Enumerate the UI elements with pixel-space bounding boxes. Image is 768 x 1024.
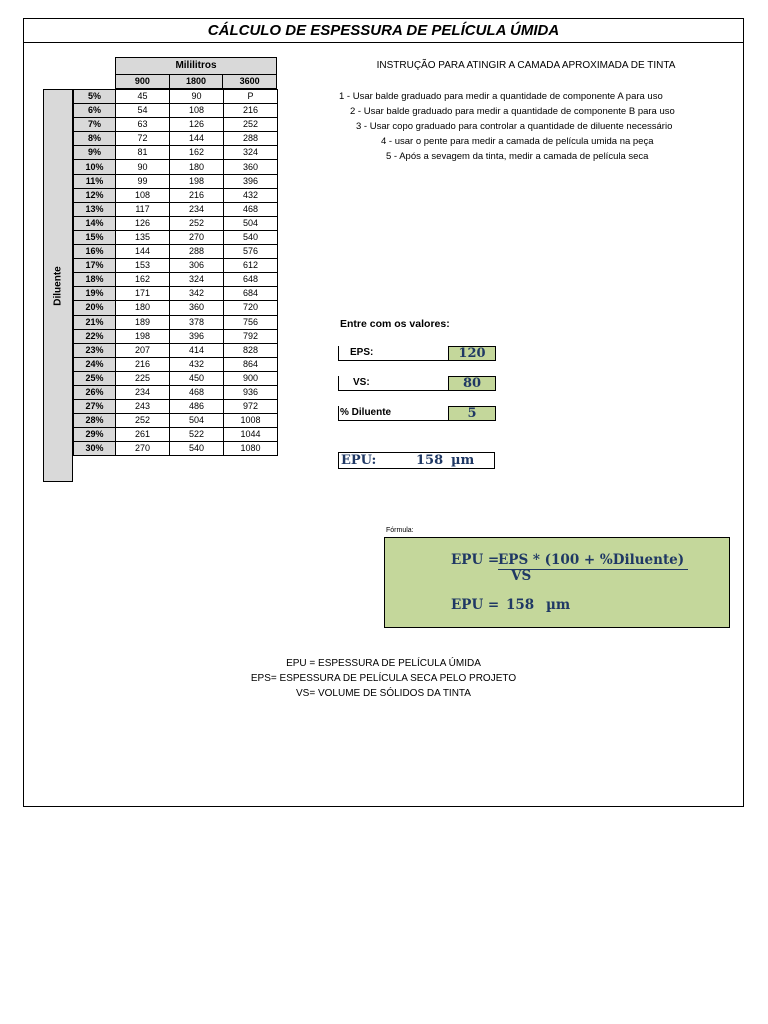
- diluent-percent-cell: 16%: [74, 245, 116, 259]
- volume-cell: 306: [170, 259, 224, 273]
- volume-cell: 936: [224, 385, 278, 399]
- diluent-percent-cell: 18%: [74, 273, 116, 287]
- volume-cell: 288: [170, 245, 224, 259]
- instruction-step: 1 - Usar balde graduado para medir a quantidade de componente A para uso: [339, 91, 663, 102]
- formula-caption: Fórmula:: [386, 527, 414, 534]
- diluent-percent-cell: 27%: [74, 400, 116, 414]
- diluent-percent-cell: 29%: [74, 428, 116, 442]
- volume-cell: 468: [224, 202, 278, 216]
- volume-cell: 504: [224, 216, 278, 230]
- volume-cell: 720: [224, 301, 278, 315]
- diluent-percent-cell: 11%: [74, 174, 116, 188]
- diluent-percent-cell: 6%: [74, 104, 116, 118]
- volume-cell: 450: [170, 371, 224, 385]
- table-row: [74, 414, 278, 428]
- volume-cell: 234: [170, 202, 224, 216]
- volume-cell: 198: [116, 329, 170, 343]
- table-row: [74, 273, 278, 287]
- diluent-percent-cell: 12%: [74, 188, 116, 202]
- volume-cell: 270: [170, 230, 224, 244]
- diluent-side-label: Diluente: [52, 265, 64, 306]
- epu-result-value: 158: [416, 453, 444, 468]
- volume-cell: 864: [224, 357, 278, 371]
- volume-cell: 612: [224, 259, 278, 273]
- diluent-percent-cell: 21%: [74, 315, 116, 329]
- table-row: [74, 104, 278, 118]
- volume-cell: 90: [116, 160, 170, 174]
- volume-cell: 162: [116, 273, 170, 287]
- volume-cell: 207: [116, 343, 170, 357]
- volume-cell: 468: [170, 385, 224, 399]
- epu-result: [338, 452, 495, 469]
- volume-cell: 72: [116, 132, 170, 146]
- diluent-percent-cell: 24%: [74, 357, 116, 371]
- table-row: [74, 90, 278, 104]
- instruction-step: 2 - Usar balde graduado para medir a quantidade de componente B para uso: [350, 106, 675, 117]
- column-headers: [115, 75, 277, 89]
- diluent-percent-cell: 20%: [74, 301, 116, 315]
- table-row: [74, 315, 278, 329]
- volume-cell: 171: [116, 287, 170, 301]
- table-row: [74, 371, 278, 385]
- table-row: [74, 428, 278, 442]
- diluent-percent-cell: 23%: [74, 343, 116, 357]
- volume-cell: 216: [224, 104, 278, 118]
- diluent-percent-cell: 19%: [74, 287, 116, 301]
- volume-cell: 432: [224, 188, 278, 202]
- diluent-percent-cell: 30%: [74, 442, 116, 456]
- volume-cell: 45: [116, 90, 170, 104]
- volume-cell: 216: [116, 357, 170, 371]
- legend-line: VS= VOLUME DE SÓLIDOS DA TINTA: [296, 688, 471, 699]
- volume-cell: 126: [116, 216, 170, 230]
- volume-cell: 108: [170, 104, 224, 118]
- instructions-title: INSTRUÇÃO PARA ATINGIR A CAMADA APROXIMADA DE TINTA: [376, 60, 676, 71]
- diluent-percent-cell: 9%: [74, 146, 116, 160]
- volume-cell: 180: [170, 160, 224, 174]
- volume-cell: 243: [116, 400, 170, 414]
- volume-cell: 117: [116, 202, 170, 216]
- volume-cell: 126: [170, 118, 224, 132]
- instruction-step: 4 - usar o pente para medir a camada de película umida na peça: [381, 136, 654, 147]
- diluent-percent-cell: 13%: [74, 202, 116, 216]
- volume-cell: 144: [116, 245, 170, 259]
- instruction-step: 3 - Usar copo graduado para controlar a quantidade de diluente necessário: [356, 121, 673, 132]
- table-row: [74, 160, 278, 174]
- volume-cell: 792: [224, 329, 278, 343]
- volume-cell: 540: [170, 442, 224, 456]
- volume-cell: 261: [116, 428, 170, 442]
- volume-cell: 360: [224, 160, 278, 174]
- diluent-input[interactable]: 5: [448, 406, 496, 421]
- volume-cell: 540: [224, 230, 278, 244]
- table-row: [74, 329, 278, 343]
- worksheet: [23, 18, 744, 807]
- eps-label: EPS:: [338, 346, 448, 361]
- milliliters-header: Mililitros: [115, 57, 277, 75]
- volume-cell: 54: [116, 104, 170, 118]
- diluent-percent-cell: 15%: [74, 230, 116, 244]
- volume-cell: 234: [116, 385, 170, 399]
- volume-cell: 900: [224, 371, 278, 385]
- volume-cell: 972: [224, 400, 278, 414]
- epu-result-unit: µm: [451, 453, 475, 468]
- diluent-percent-cell: 22%: [74, 329, 116, 343]
- volume-cell: 432: [170, 357, 224, 371]
- legend-line: EPU = ESPESSURA DE PELÍCULA ÚMIDA: [286, 658, 481, 669]
- table-row: [74, 202, 278, 216]
- volume-cell: 189: [116, 315, 170, 329]
- volume-cell: 180: [116, 301, 170, 315]
- instruction-step: 5 - Após a sevagem da tinta, medir a camada de película seca: [386, 151, 649, 162]
- column-header: 1800: [170, 75, 224, 89]
- volume-cell: 504: [170, 414, 224, 428]
- table-row: [74, 174, 278, 188]
- diluent-percent-cell: 26%: [74, 385, 116, 399]
- volume-cell: 270: [116, 442, 170, 456]
- dilution-table: [73, 89, 278, 456]
- volume-cell: P: [224, 90, 278, 104]
- diluent-percent-cell: 10%: [74, 160, 116, 174]
- volume-cell: 90: [170, 90, 224, 104]
- table-row: [74, 385, 278, 399]
- volume-cell: 162: [170, 146, 224, 160]
- column-header: 3600: [223, 75, 277, 89]
- volume-cell: 252: [170, 216, 224, 230]
- volume-cell: 288: [224, 132, 278, 146]
- volume-cell: 1080: [224, 442, 278, 456]
- table-row: [74, 188, 278, 202]
- volume-cell: 396: [170, 329, 224, 343]
- volume-cell: 396: [224, 174, 278, 188]
- volume-cell: 576: [224, 245, 278, 259]
- volume-cell: 99: [116, 174, 170, 188]
- volume-cell: 378: [170, 315, 224, 329]
- diluent-label: % Diluente: [338, 406, 448, 421]
- formula-result-value: 158: [506, 597, 535, 613]
- table-row: [74, 343, 278, 357]
- volume-cell: 1008: [224, 414, 278, 428]
- volume-cell: 153: [116, 259, 170, 273]
- column-header: 900: [115, 75, 170, 89]
- diluent-side-header: [43, 89, 73, 482]
- table-row: [74, 216, 278, 230]
- volume-cell: 684: [224, 287, 278, 301]
- formula-box: [384, 537, 730, 628]
- table-row: [74, 400, 278, 414]
- volume-cell: 81: [116, 146, 170, 160]
- vs-input[interactable]: 80: [448, 376, 496, 391]
- volume-cell: 648: [224, 273, 278, 287]
- formula-lhs: EPU =: [451, 552, 500, 568]
- formula-result-lhs: EPU =: [451, 597, 500, 613]
- table-row: [74, 357, 278, 371]
- formula-result-unit: µm: [546, 597, 571, 613]
- epu-result-label: EPU:: [341, 453, 377, 468]
- table-row: [74, 245, 278, 259]
- table-row: [74, 132, 278, 146]
- table-row: [74, 442, 278, 456]
- volume-cell: 144: [170, 132, 224, 146]
- table-row: [74, 301, 278, 315]
- volume-cell: 135: [116, 230, 170, 244]
- diluent-percent-cell: 8%: [74, 132, 116, 146]
- diluent-percent-cell: 25%: [74, 371, 116, 385]
- formula-numerator: EPS * (100 + %Diluente): [498, 552, 688, 570]
- volume-cell: 63: [116, 118, 170, 132]
- volume-cell: 324: [224, 146, 278, 160]
- volume-cell: 342: [170, 287, 224, 301]
- diluent-percent-cell: 28%: [74, 414, 116, 428]
- diluent-percent-cell: 17%: [74, 259, 116, 273]
- vs-label: VS:: [338, 376, 448, 391]
- volume-cell: 522: [170, 428, 224, 442]
- volume-cell: 198: [170, 174, 224, 188]
- volume-cell: 108: [116, 188, 170, 202]
- volume-cell: 1044: [224, 428, 278, 442]
- formula-denominator: VS: [511, 568, 532, 584]
- volume-cell: 225: [116, 371, 170, 385]
- table-row: [74, 259, 278, 273]
- volume-cell: 828: [224, 343, 278, 357]
- volume-cell: 360: [170, 301, 224, 315]
- eps-input[interactable]: 120: [448, 346, 496, 361]
- table-row: [74, 287, 278, 301]
- table-row: [74, 118, 278, 132]
- legend-line: EPS= ESPESSURA DE PELÍCULA SECA PELO PROJETO: [250, 673, 517, 684]
- diluent-percent-cell: 5%: [74, 90, 116, 104]
- diluent-percent-cell: 7%: [74, 118, 116, 132]
- input-prompt: Entre com os valores:: [340, 318, 450, 330]
- volume-cell: 252: [224, 118, 278, 132]
- page-title: CÁLCULO DE ESPESSURA DE PELÍCULA ÚMIDA: [24, 19, 743, 43]
- table-row: [74, 230, 278, 244]
- volume-cell: 252: [116, 414, 170, 428]
- table-row: [74, 146, 278, 160]
- volume-cell: 216: [170, 188, 224, 202]
- diluent-percent-cell: 14%: [74, 216, 116, 230]
- volume-cell: 756: [224, 315, 278, 329]
- volume-cell: 486: [170, 400, 224, 414]
- volume-cell: 324: [170, 273, 224, 287]
- volume-cell: 414: [170, 343, 224, 357]
